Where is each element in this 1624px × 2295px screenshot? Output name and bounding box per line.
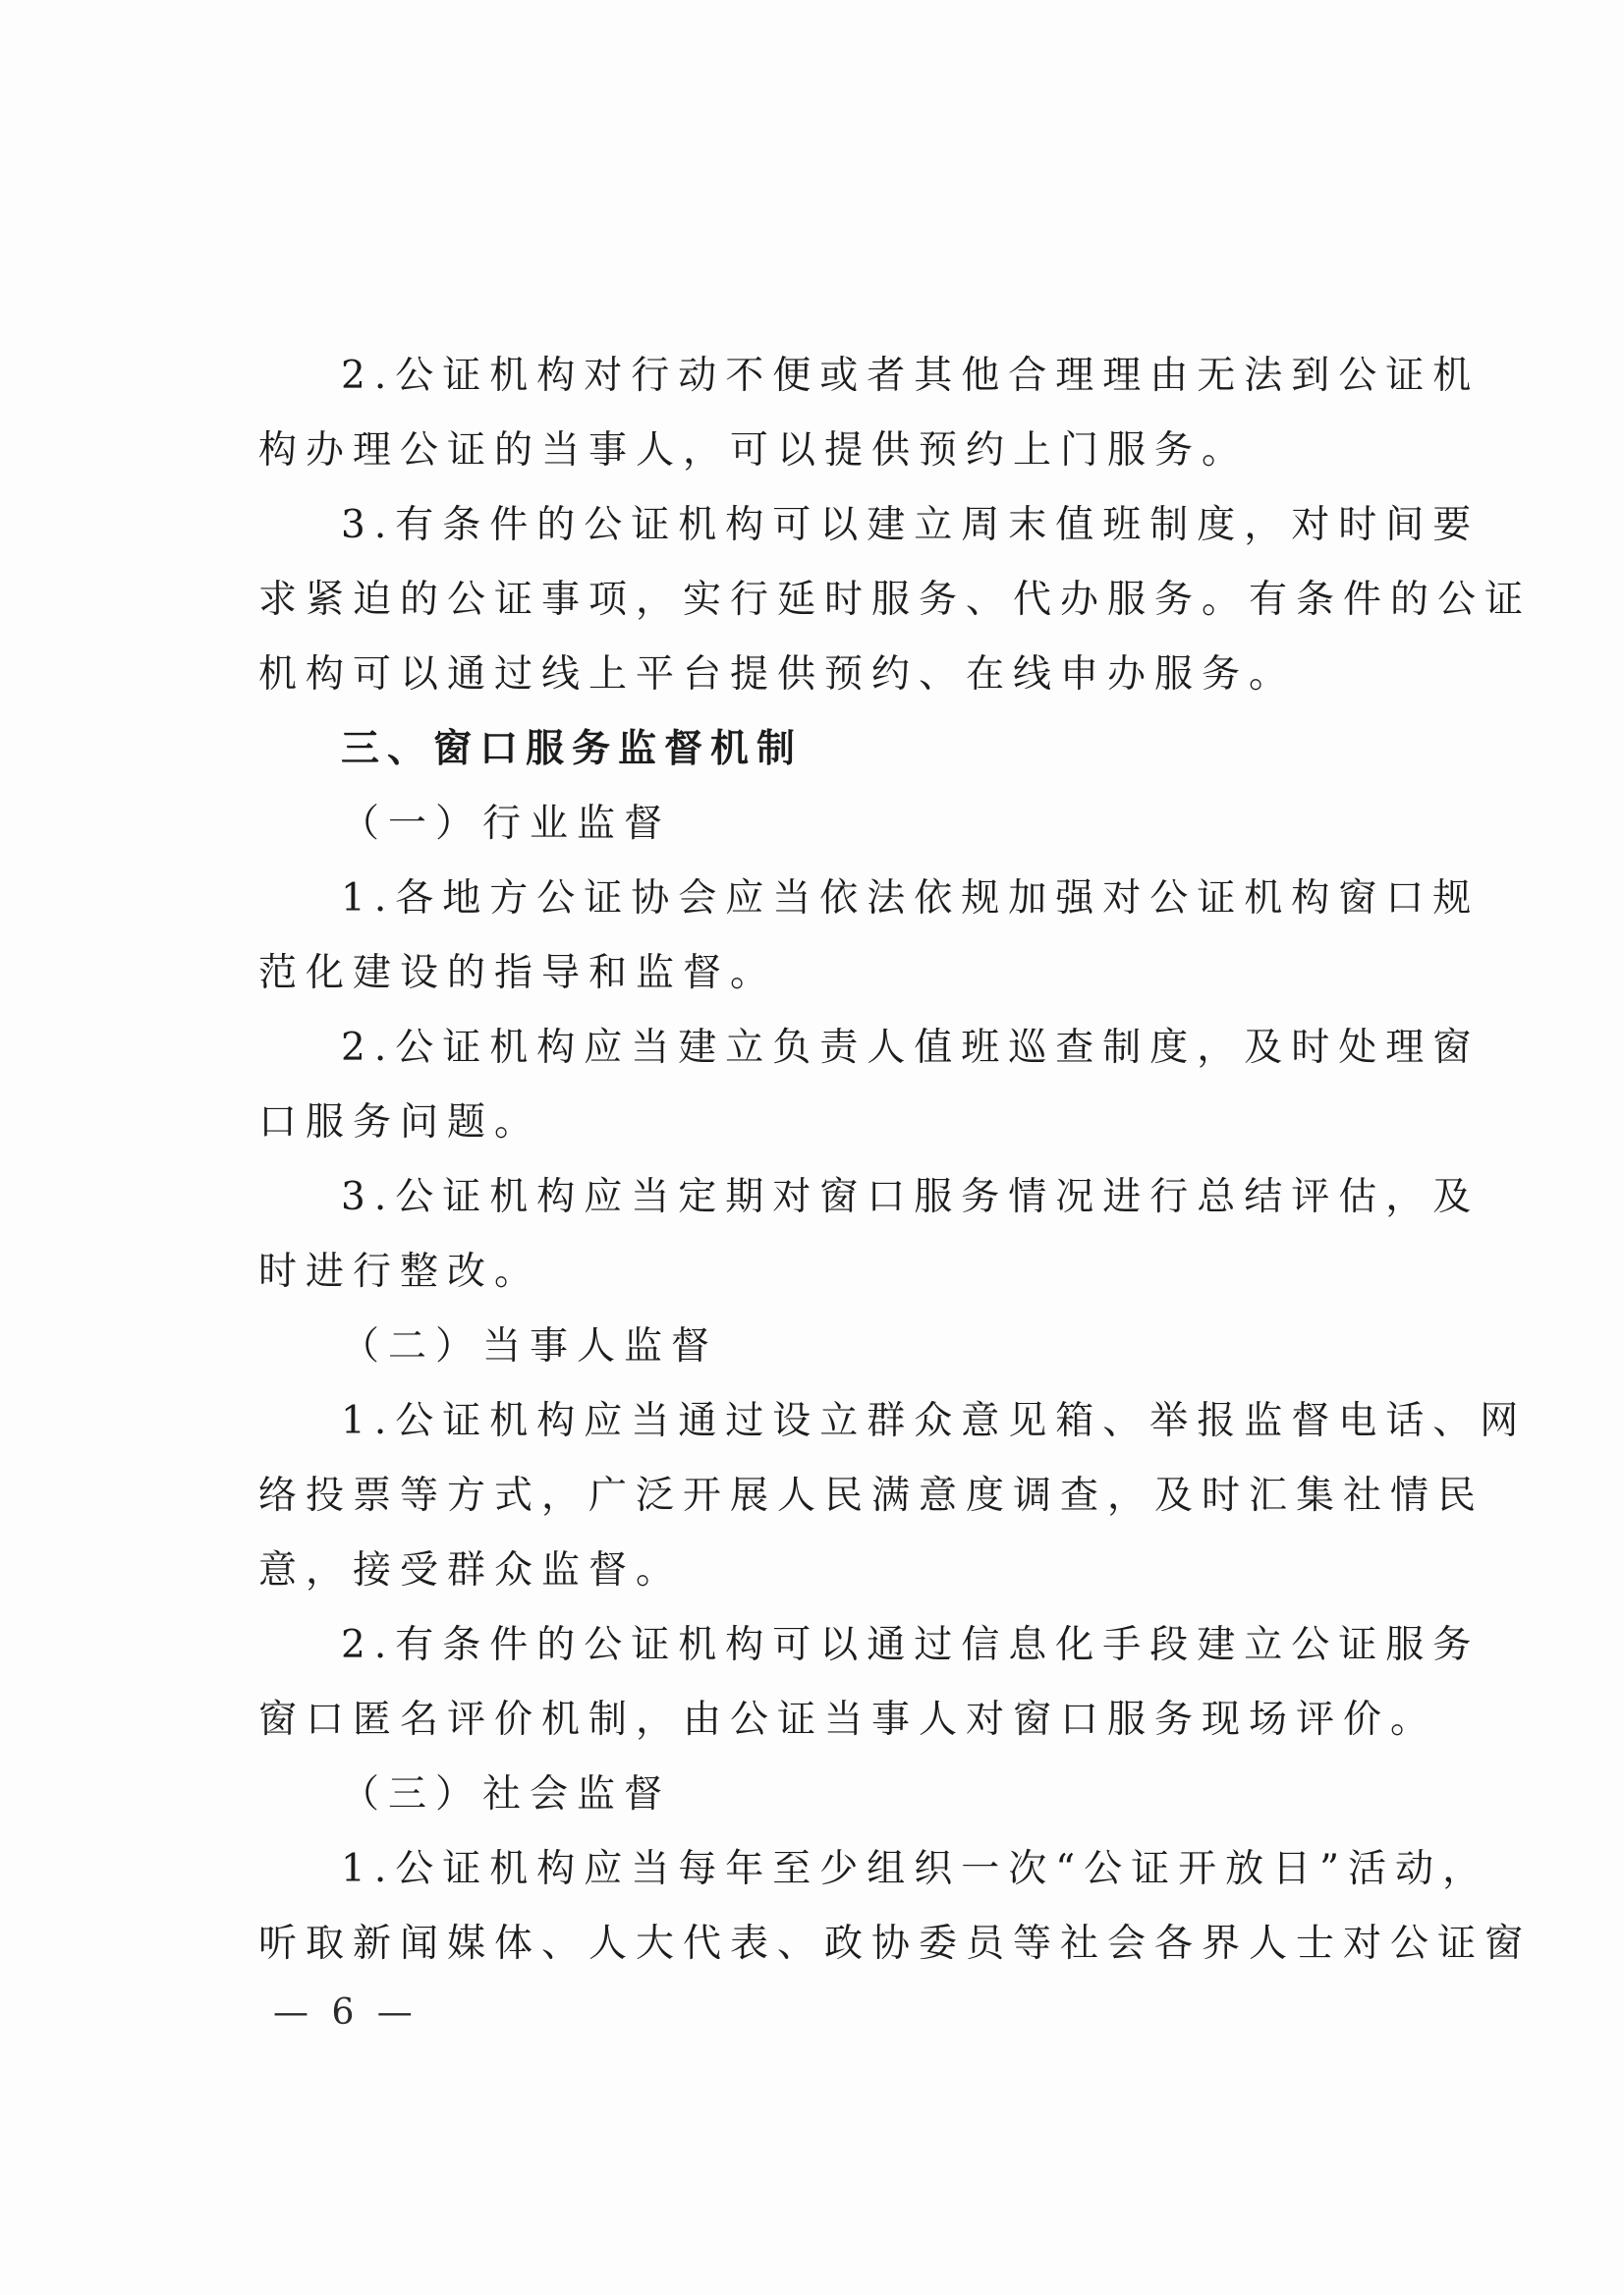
text-line: （一）行业监督 [341,802,672,846]
text-line: 1.公证机构应当每年至少组织一次“公证开放日”活动， [341,1847,1490,1891]
text-line: 3.公证机构应当定期对窗口服务情况进行总结评估，及 [341,1175,1481,1219]
body-text [258,339,1533,1982]
text-line: 构办理公证的当事人，可以提供预约上门服务。 [258,428,1250,473]
text-line: 2.公证机构应当建立负责人值班巡查制度，及时处理窗 [341,1026,1481,1070]
text-line: 范化建设的指导和监督。 [258,951,778,995]
page-number: — 6 — [273,1992,419,2033]
text-line: 口服务问题。 [258,1100,542,1145]
section-heading: 三、窗口服务监督机制 [341,727,804,771]
text-line: 听取新闻媒体、人大代表、政协委员等社会各界人士对公证窗 [258,1922,1533,1966]
text-line: 3.有条件的公证机构可以建立周末值班制度，对时间要 [341,503,1481,547]
text-line: 2.有条件的公证机构可以通过信息化手段建立公证服务 [341,1623,1481,1667]
text-line: （三）社会监督 [341,1772,672,1817]
text-line: 络投票等方式，广泛开展人民满意度调查，及时汇集社情民 [258,1474,1485,1518]
text-line: 机构可以通过线上平台提供预约、在线申办服务。 [258,652,1297,697]
text-line: （二）当事人监督 [341,1324,719,1369]
text-line: 2.公证机构对行动不便或者其他合理理由无法到公证机 [341,354,1481,398]
text-line: 时进行整改。 [258,1250,542,1294]
text-line: 求紧迫的公证事项，实行延时服务、代办服务。有条件的公证 [258,578,1533,622]
text-line: 意，接受群众监督。 [258,1548,684,1593]
text-line: 1.各地方公证协会应当依法依规加强对公证机构窗口规 [341,876,1481,921]
text-line: 1.公证机构应当通过设立群众意见箱、举报监督电话、网 [341,1399,1528,1443]
text-line: 窗口匿名评价机制，由公证当事人对窗口服务现场评价。 [258,1698,1438,1742]
